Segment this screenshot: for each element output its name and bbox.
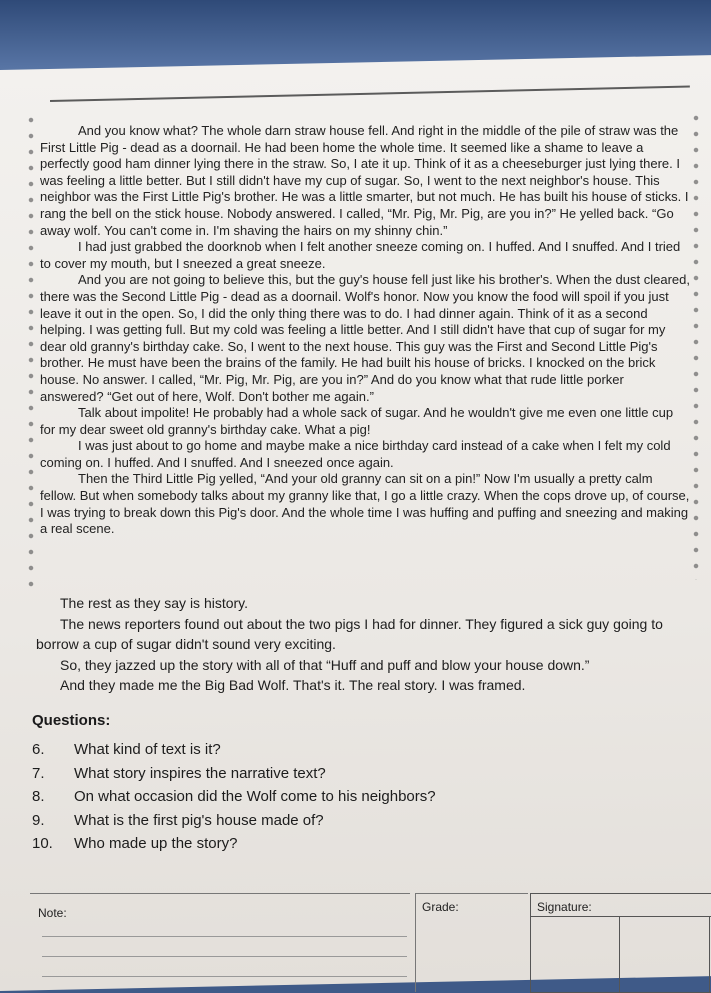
- grade-label: Grade:: [422, 900, 459, 914]
- signature-label: Signature:: [537, 900, 592, 914]
- story-paragraph: And you are not going to believe this, but the guy's house fell just like his brother's. When the dust cleared, there was the Second Little Pig - dead as a doornail. Wolf's honor. Now you know the food will spoil if you just leave it out in the open. So, I did the only thing there was to do. I had dinner again. Think of it as a second helping. I was getting full. But my cold was feeling a little better. And I still didn't have that cup of sugar for my dear old granny's birthday cake. So, I went to the next house. This guy was the First and Second Little Pig's brother. He must have been the brains of the family. He had built his house of bricks. I knocked on the brick house. No answer. I called, “Mr. Pig, Mr. Pig, are you in?” And do you know what that rude little porker answered? “Get out of here, Wolf. Don't bother me again.”: [40, 272, 690, 404]
- decorative-border-left: [25, 112, 37, 592]
- signature-divider: [531, 916, 711, 917]
- question-text: On what occasion did the Wolf come to his neighbors?: [74, 788, 436, 805]
- story-text-ending: [36, 593, 701, 696]
- story-text-bordered: [40, 123, 690, 538]
- question-text: What is the first pig's house made of?: [74, 811, 324, 829]
- question-item: [32, 762, 632, 786]
- footer-table: [30, 888, 711, 991]
- note-line[interactable]: [42, 976, 407, 977]
- decorative-border-right: [690, 110, 702, 580]
- question-number: 6.: [32, 741, 45, 758]
- story-paragraph: The news reporters found out about the two pigs I had for dinner. They figured a sick guy going to borrow a cup of sugar didn't sound very exciting.: [36, 615, 663, 652]
- question-number: 10.: [32, 835, 53, 852]
- story-paragraph: Talk about impolite! He probably had a whole sack of sugar. And he wouldn't give me even one little cup for my dear sweet old granny's birthday cake. What a pig!: [40, 405, 674, 437]
- question-number: 8.: [32, 788, 45, 805]
- question-number: 7.: [32, 764, 45, 782]
- note-box: [30, 893, 410, 992]
- question-number: 9.: [32, 811, 45, 829]
- story-paragraph: The rest as they say is history.: [60, 595, 249, 611]
- signature-cell-divider: [709, 916, 710, 992]
- story-paragraph: I was just about to go home and maybe make a nice birthday card instead of a cake when I felt my cold coming on. I huffed. And I snuffed. And I sneezed once again.: [40, 438, 671, 470]
- note-line[interactable]: [42, 956, 407, 957]
- grade-box[interactable]: [415, 893, 528, 992]
- note-line[interactable]: [42, 936, 407, 937]
- story-paragraph: And they made me the Big Bad Wolf. That's it. The real story. I was framed.: [60, 677, 526, 693]
- story-paragraph: And you know what? The whole darn straw house fell. And right in the middle of the pile of straw was the First Little Pig - dead as a doornail. He had been home the whole time. It seemed like a shame to leave a perfectly good ham dinner lying there in the straw. So, I ate it up. Think of it as a cheeseburger just lying there. I was feeling a little better. But I still didn't have my cup of sugar. So, I went to the next neighbor's house. This neighbor was the First Little Pig's brother. He was a little smarter, but not much. He has built his house of sticks. I rang the bell on the stick house. Nobody answered. I called, “Mr. Pig, Mr. Pig, are you in?” He yelled back. “Go away wolf. You can't come in. I'm shaving the hairs on my shinny chin.”: [40, 123, 689, 238]
- note-label: Note:: [38, 906, 67, 920]
- story-paragraph: I had just grabbed the doorknob when I felt another sneeze coming on. I huffed. And I snuffed. And I tried to cover my mouth, but I sneezed a great sneeze.: [40, 239, 681, 271]
- question-item: [32, 785, 632, 809]
- question-item: [32, 832, 632, 856]
- question-text: What kind of text is it?: [74, 741, 221, 758]
- story-paragraph: So, they jazzed up the story with all of that “Huff and puff and blow your house down.”: [60, 656, 590, 673]
- question-item: [32, 809, 632, 833]
- signature-box[interactable]: [530, 893, 711, 993]
- question-item: [32, 738, 632, 762]
- question-text: What story inspires the narrative text?: [74, 764, 326, 782]
- signature-cell-divider: [619, 916, 620, 992]
- questions-list: [32, 738, 632, 856]
- question-text: Who made up the story?: [74, 835, 238, 852]
- questions-heading: Questions:: [32, 712, 111, 729]
- story-paragraph: Then the Third Little Pig yelled, “And your old granny can sit on a pin!” Now I'm usually a pretty calm fellow. But when somebody talks about my granny like that, I go a little crazy. When the cops drove up, of course, I was trying to break down this Pig's door. And the whole time I was huffing and puffing and sneezing and making a real scene.: [40, 471, 690, 537]
